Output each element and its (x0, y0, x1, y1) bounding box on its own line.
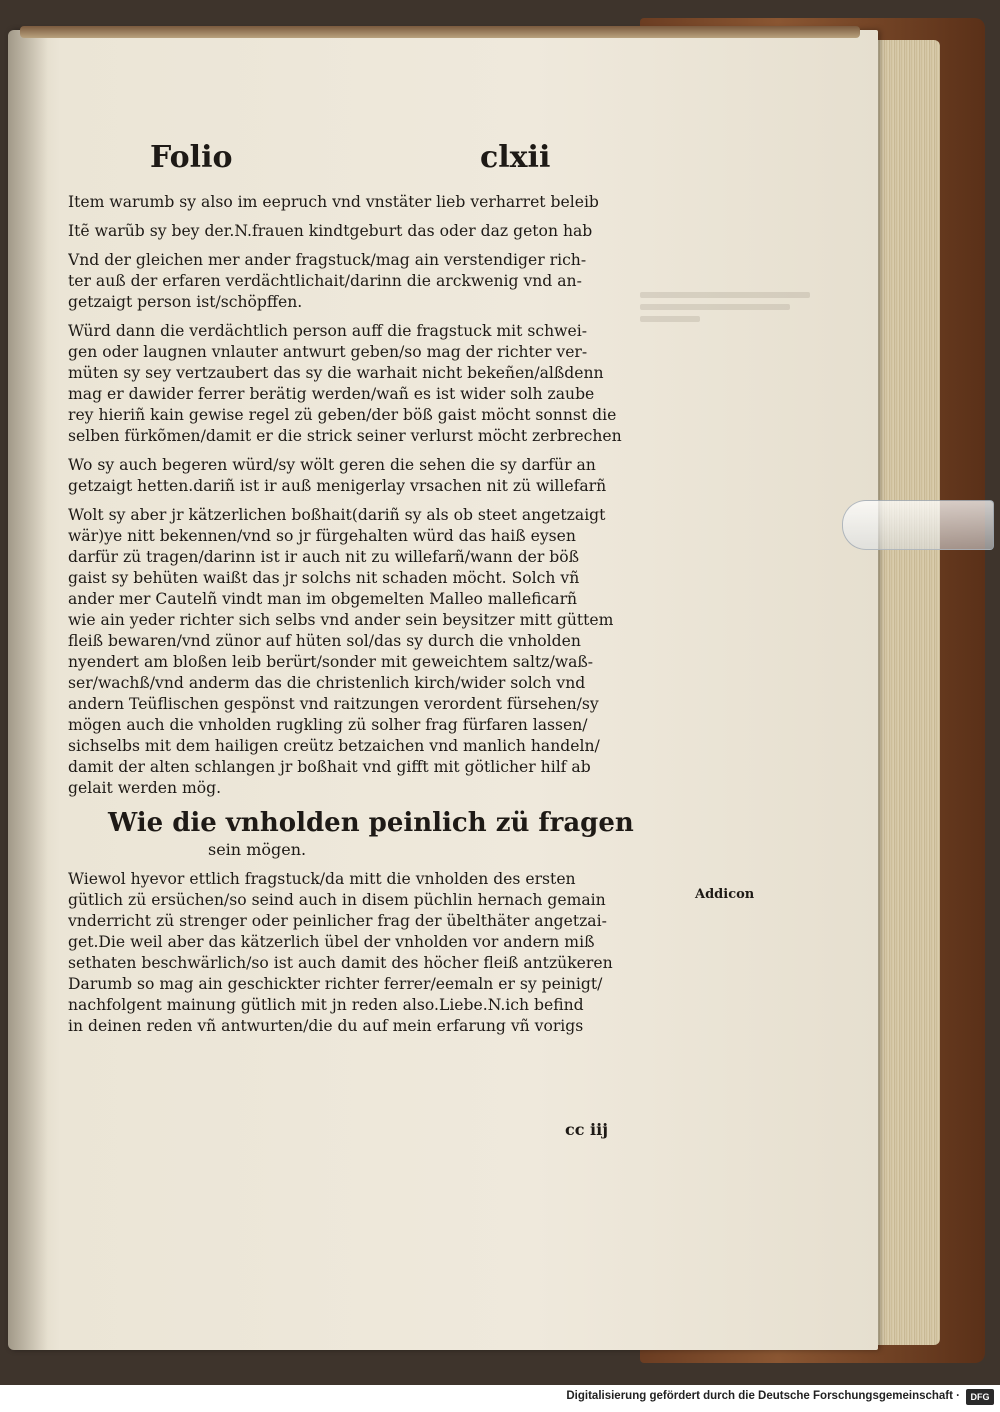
paragraph (68, 250, 628, 313)
text-line: gütlich zü ersüchen/so seind auch in disem püchlin hernach gemain (68, 891, 606, 909)
text-line: andern Teüflischen gespönst vnd raitzungen verordent fürsehen/sy (68, 695, 599, 713)
text-line: rey hieriñ kain gewise regel zü geben/der böß gaist möcht sonnst die (68, 406, 617, 424)
text-line: ser/wachß/vnd anderm das die christenlich kirch/wider solch vnd (68, 674, 586, 692)
paragraph (68, 505, 628, 799)
text-line: get.Die weil aber das kätzerlich übel der vnholden vor andern miß (68, 933, 595, 951)
paragraph (68, 321, 628, 447)
text-line: Wo sy auch begeren würd/sy wölt geren die sehen die sy darfür an (68, 456, 596, 474)
text-line: Wiewol hyevor ettlich fragstuck/da mitt die vnholden des ersten (68, 870, 576, 888)
text-line: nyendert am bloßen leib berürt/sonder mit geweichtem saltz/waß- (68, 653, 594, 671)
spine-shadow (8, 30, 48, 1350)
text-line: gaist sy behüten waißt das jr solchs nit schaden möcht. Solch vñ (68, 569, 580, 587)
bleed-through-mark (640, 292, 810, 298)
text-line: Item warumb sy also im eepruch vnd vnstäter lieb verharret beleib (68, 193, 599, 211)
paragraph (68, 455, 628, 497)
bleed-through-mark (640, 316, 700, 322)
section-subheading: sein mögen. (208, 840, 307, 859)
text-line: ter auß der erfaren verdächtlichait/darinn die arckwenig vnd an- (68, 272, 582, 290)
section-heading: Wie die vnholden peinlich zü fragen (108, 808, 634, 838)
text-line: nachfolgent mainung gütlich mit jn reden also.Liebe.N.ich befind (68, 996, 584, 1014)
folio-number: clxii (480, 140, 551, 175)
text-line: fleiß bewaren/vnd zünor auf hüten sol/das sy durch die vnholden (68, 632, 581, 650)
text-line: darfür zü tragen/darinn ist ir auch nit zu willefarñ/wann der böß (68, 548, 580, 566)
paragraph (68, 192, 628, 213)
text-line: mag er dawider ferrer berätig werden/wañ es ist wider solh zaube (68, 385, 595, 403)
text-line: Vnd der gleichen mer ander fragstuck/mag ain verstendiger rich- (68, 251, 587, 269)
text-line: damit der alten schlangen jr boßhait vnd gifft mit götlicher hilf ab (68, 758, 591, 776)
text-line: sichselbs mit dem hailigen creütz betzaichen vnd manlich handeln/ (68, 737, 600, 755)
text-line: sethaten beschwärlich/so ist auch damit des höcher fleiß antzükeren (68, 954, 613, 972)
margin-note: Addicon (695, 887, 755, 902)
text-line: mögen auch die vnholden rugkling zü solher frag fürfaren lassen/ (68, 716, 588, 734)
text-line: Itẽ warũb sy bey der.N.frauen kindtgeburt das oder daz geton hab (68, 222, 593, 240)
text-line: gelait werden mög. (68, 779, 222, 797)
folio-label: Folio (150, 140, 233, 175)
main-text (68, 192, 634, 1045)
page-tab-marker (842, 500, 994, 550)
signature-catchword: cc iij (565, 1120, 608, 1139)
footer-bar (0, 1385, 1000, 1412)
text-line: müten sy sey vertzaubert das sy die warhait nicht bekeñen/alßdenn (68, 364, 604, 382)
text-line: getzaigt hetten.dariñ ist ir auß menigerlay vrsachen nit zü willefarñ (68, 477, 607, 495)
bleed-through-mark (640, 304, 790, 310)
text-line: Darumb so mag ain geschickter richter ferrer/eemaln er sy peinigt/ (68, 975, 603, 993)
text-line: wie ain yeder richter sich selbs vnd ander sein beysitzer mitt güttem (68, 611, 614, 629)
paragraph (68, 221, 628, 242)
text-line: ander mer Cautelñ vindt man im obgemelten Malleo malleficarñ (68, 590, 578, 608)
text-line: in deinen reden vñ antwurten/die du auf mein erfarung vñ vorigs (68, 1017, 584, 1035)
paragraph (68, 869, 628, 1037)
text-line: wär)ye nitt bekennen/vnd so jr fürgehalten würd das haiß eysen (68, 527, 576, 545)
dfg-logo: DFG (966, 1389, 994, 1405)
funding-credit: Digitalisierung gefördert durch die Deutsche Forschungsgemeinschaft · (566, 1390, 960, 1402)
headband (20, 26, 860, 38)
page-header (150, 140, 580, 190)
text-line: Wolt sy aber jr kätzerlichen boßhait(dariñ sy als ob steet angetzaigt (68, 506, 606, 524)
text-line: Würd dann die verdächtlich person auff die fragstuck mit schwei- (68, 322, 587, 340)
text-line: getzaigt person ist/schöpffen. (68, 293, 303, 311)
text-line: gen oder laugnen vnlauter antwurt geben/so mag der richter ver- (68, 343, 588, 361)
text-line: vnderricht zü strenger oder peinlicher frag der übelthäter angetzai- (68, 912, 607, 930)
text-line: selben fürkõmen/damit er die strick seiner verlurst möcht zerbrechen (68, 427, 622, 445)
